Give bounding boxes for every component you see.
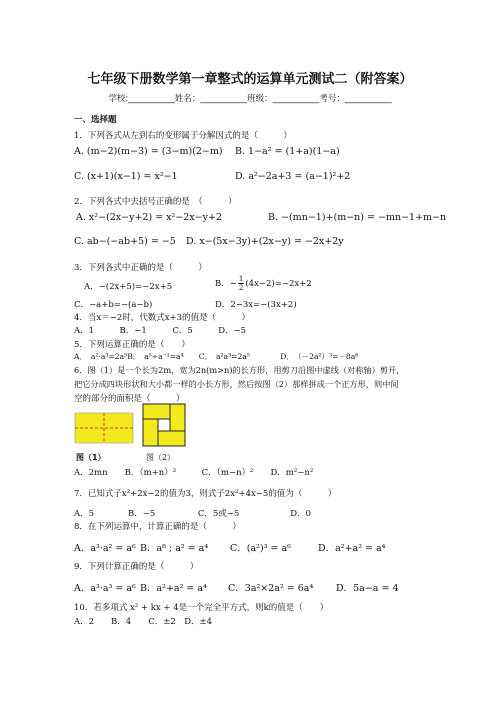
q8-option-d: D．a²+a² = a⁴ (318, 543, 386, 554)
q9-option-c: C．3a²×2a² = 6a⁴ (228, 583, 314, 594)
q4-stem: 4．当x＝−2时，代数式x+3的值是（ ） (74, 313, 251, 323)
q8-option-c: C．(a²)³ = a⁶ (230, 543, 291, 554)
q1-option-c: C. (x+1)(x−1) = x²−1 (74, 171, 178, 182)
q10-options: A．2 B．4 C．±2 D．±4 (74, 617, 213, 627)
q10-stem: 10．若多项式 x² + kx + 4是一个完全平方式，则k的值是（ ） (74, 603, 329, 613)
q3-stem: 3．下列各式中正确的是（ ） (74, 263, 207, 273)
student-info-line: 学校:___________姓名：___________班级：___________考号：___________ (108, 94, 392, 104)
figure-2-square (142, 403, 186, 447)
q3-option-d: D．2−3x=−(3x+2) (215, 300, 297, 310)
q5-stem: 5．下列运算正确的是（ ） (74, 340, 190, 350)
figure-2-center-hole (158, 419, 170, 431)
q3-option-b-prefix: B．− (215, 279, 237, 289)
q6-line-1: 6．图（1）是一个长为2m，宽为2n(m>n)的长方形，用剪刀沿图中虚线（对称轴）剪开， (74, 365, 405, 375)
q8-stem: 8．在下列运算中，计算正确的是（ ） (74, 522, 241, 532)
q9-stem: 9．下列计算正确的是（ ） (74, 562, 199, 572)
fraction-denominator: 2 (238, 284, 244, 292)
q7-options: A．5 B．−5 C．5或−5 D．0 (74, 509, 311, 519)
fraction (238, 275, 244, 292)
q9-option-b: B．a²+a² = a⁴ (140, 583, 207, 594)
q1-stem: 1．下列各式从左到右的变形属于分解因式的是（ ） (74, 131, 292, 141)
q1-option-d: D. a²−2a+3 = (a−1)²+2 (235, 171, 351, 182)
q2-option-b: B. −(mn−1)+(m−n) = −mn−1+m−n (268, 212, 447, 223)
q6-line-3: 空的部分的面积是（ ） (74, 394, 185, 404)
q4-options: A．1 B．−1 C．5 D．−5 (74, 326, 247, 336)
q1-option-a: A. (m−2)(m−3) = (3−m)(2−m) (74, 146, 223, 157)
q8-option-b: B．a⁸ ; a² = a⁴ (140, 543, 209, 554)
figure-1-rectangle (74, 412, 134, 444)
q7-stem: 7．已知式子x²+2x−2的值为3，则式子2x²+4x−5的值为（ ） (74, 489, 337, 499)
q2-option-d: D. x−(5x−3y)+(2x−y) = −2x+2y (186, 236, 344, 247)
q2-stem: 2．下列各式中去括号正确的是 （ ） (74, 197, 237, 207)
q5-options: A． a²·a³=2a⁵B． a⁵÷a⁻¹=a⁴ C． a²a³=2a⁵ D． （－2a²）³= - 8a⁶ (74, 352, 359, 361)
q2-option-c: C. ab−(−ab+5) = −5 (74, 236, 176, 247)
figure-1-caption: 图（1） (76, 453, 106, 462)
section-heading: 一、选择题 (74, 115, 117, 125)
q3-option-b (215, 275, 312, 292)
q3-option-c: C．−a+b=−(a−b) (74, 300, 153, 310)
q3-option-a: A．−(2x+5)=−2x+5 (84, 282, 173, 292)
q8-option-a: A．a³·a² = a⁶ (74, 543, 136, 554)
figure-2-caption: 图（2） (146, 453, 176, 462)
q9-option-d: D．5a−a = 4 (336, 583, 399, 594)
q2-option-a: A. x²−(2x−y+2) = x²−2x−y+2 (76, 212, 223, 223)
q1-option-b: B. 1−a² = (1+a)(1−a) (235, 146, 340, 157)
q6-options: A．2mn B．（m+n）² C．（m−n）² D．m²−n² (74, 468, 314, 478)
q6-line-2: 把它分成四块形状和大小都一样的小长方形，然后按图（2）那样拼成一个正方形，则中间 (74, 379, 399, 389)
page-title: 七年级下册数学第一章整式的运算单元测试二（附答案） (87, 72, 413, 87)
fraction-numerator: 1 (238, 275, 244, 283)
q3-option-b-rest: (4x−2)=−2x+2 (245, 279, 312, 289)
q9-option-a: A．a³·a³ = a⁶ (74, 583, 136, 594)
